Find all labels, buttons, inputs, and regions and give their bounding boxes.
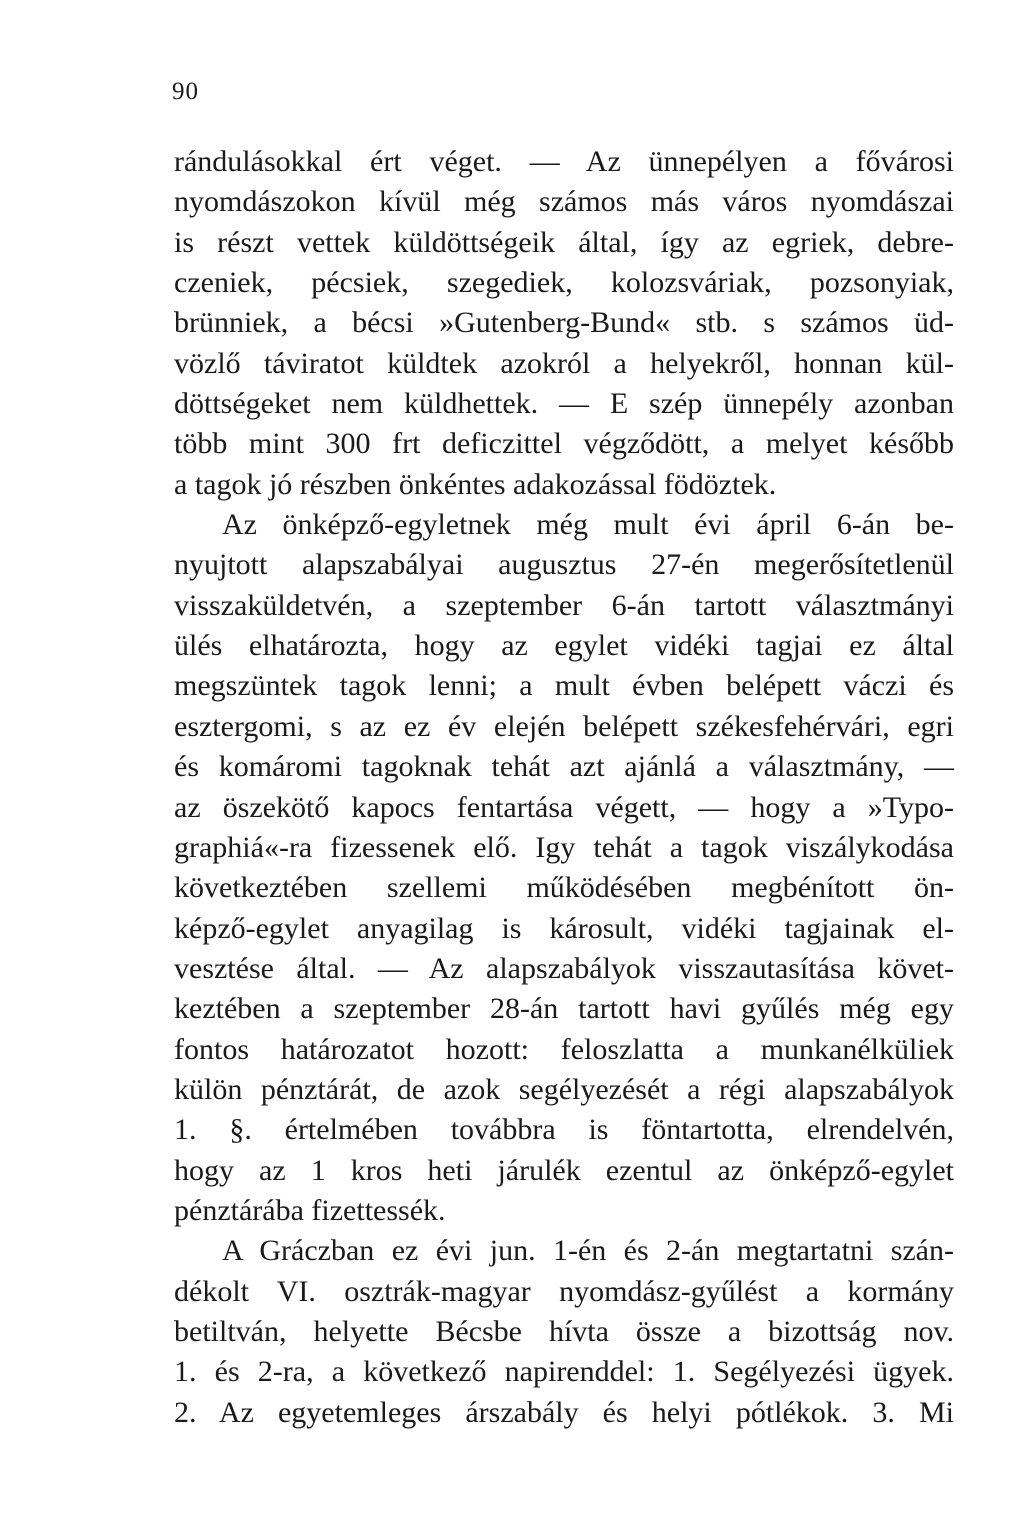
text-line: keztében a szeptember 28-án tartott havi gyűlés még egy [174, 992, 954, 1026]
text-line: nyujtott alapszabályai augusztus 27-én megerősítetlenül [174, 548, 954, 582]
text-line: nyomdászokon kívül még számos más város nyomdászai [174, 185, 954, 219]
text-line: több mint 300 frt deficzittel végződött, a melyet később [174, 427, 954, 461]
text-line: megszüntek tagok lenni; a mult évben belépett váczi és [174, 669, 954, 703]
text-line: betiltván, helyette Bécsbe hívta össze a bizottság nov. [174, 1314, 954, 1348]
text-line: következtében szellemi működésében megbénított ön- [174, 871, 954, 905]
text-line: is részt vettek küldöttségeik által, így az egriek, debre- [174, 225, 954, 259]
text-line: brünniek, a bécsi »Gutenberg-Bund« stb. s számos üd- [174, 306, 954, 340]
text-line: döttségeket nem küldhettek. — E szép ünnepély azonban [174, 387, 954, 421]
text-line: hogy az 1 kros heti járulék ezentul az önképző-egylet [174, 1153, 954, 1187]
text-line: visszaküldetvén, a szeptember 6-án tartott választmányi [174, 588, 954, 622]
text-line: rándulásokkal ért véget. — Az ünnepélyen a fővárosi [174, 145, 954, 178]
text-line: a tagok jó részben önkéntes adakozással födöztek. [174, 467, 777, 501]
text-line: fontos határozatot hozott: feloszlatta a munkanélküliek [174, 1032, 954, 1066]
text-line: képző-egylet anyagilag is károsult, vidéki tagjainak el- [174, 911, 954, 945]
text-line: Az önképző-egyletnek még mult évi ápril 6-án be- [222, 508, 954, 542]
text-line: 1. és 2-ra, a következő napirenddel: 1. Segélyezési ügyek. [174, 1355, 954, 1389]
text-line: dékolt VI. osztrák-magyar nyomdász-gyűlést a kormány [174, 1274, 954, 1308]
text-line: graphiá«-ra fizessenek elő. Igy tehát a tagok viszálykodása [174, 830, 954, 864]
page-number: 90 [172, 78, 199, 105]
body-text [174, 142, 954, 1433]
text-line: pénztárába fizettessék. [174, 1193, 446, 1227]
text-line: A Gráczban ez évi jun. 1-én és 2-án megtartatni szán- [222, 1234, 954, 1268]
text-line: 2. Az egyetemleges árszabály és helyi pótlékok. 3. Mi [174, 1395, 954, 1429]
text-line: külön pénztárát, de azok segélyezését a régi alapszabályok [174, 1072, 954, 1106]
text-line: 1. §. értelmében továbbra is föntartotta, elrendelvén, [174, 1113, 954, 1147]
text-line: az öszekötő kapocs fentartása végett, — hogy a »Typo- [174, 790, 954, 824]
text-line: ülés elhatározta, hogy az egylet vidéki tagjai ez által [174, 629, 954, 663]
text-line: vesztése által. — Az alapszabályok visszautasítása követ- [174, 951, 954, 985]
text-line: esztergomi, s az ez év elején belépett székesfehérvári, egri [174, 709, 954, 743]
text-line: czeniek, pécsiek, szegediek, kolozsváriak, pozsonyiak, [174, 266, 954, 300]
text-line: és komáromi tagoknak tehát azt ajánlá a választmány, — [174, 750, 954, 784]
text-line: vözlő táviratot küldtek azokról a helyekről, honnan kül- [174, 346, 954, 380]
